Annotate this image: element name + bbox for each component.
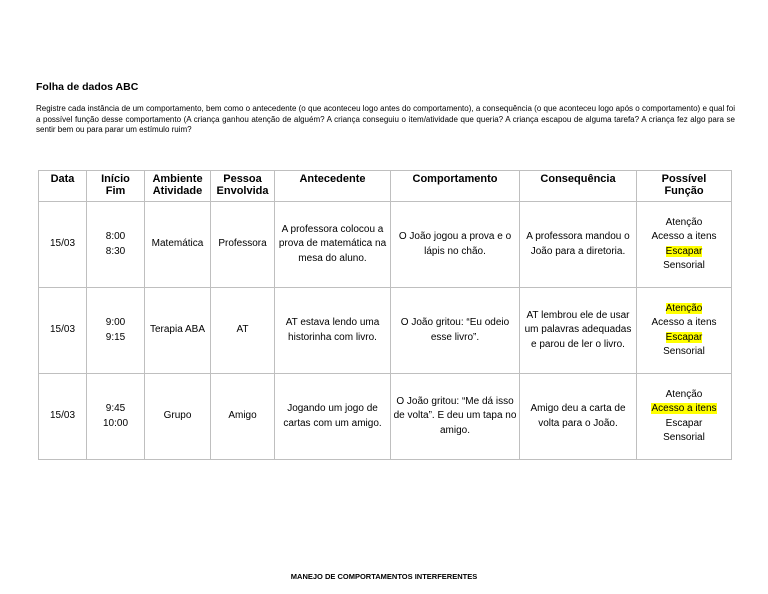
cell-date: 15/03: [39, 374, 87, 460]
header-time: Início Fim: [87, 171, 145, 202]
header-consequence: Consequência: [520, 171, 637, 202]
function-option-highlighted: Escapar: [665, 331, 703, 343]
function-option: Sensorial: [663, 345, 705, 357]
table-header-row: [39, 171, 732, 202]
cell-time: 9:45 10:00: [87, 374, 145, 460]
cell-function: [637, 374, 732, 460]
cell-person: AT: [211, 288, 275, 374]
table-row: [39, 202, 732, 288]
table-row: [39, 288, 732, 374]
page-title: Folha de dados ABC: [36, 81, 139, 93]
cell-time: 8:00 8:30: [87, 202, 145, 288]
cell-behavior: O João gritou: “Eu odeio esse livro”.: [391, 288, 520, 374]
function-option: Atenção: [665, 388, 703, 400]
cell-consequence: Amigo deu a carta de volta para o João.: [520, 374, 637, 460]
function-option: Atenção: [665, 216, 703, 228]
header-antecedent: Antecedente: [275, 171, 391, 202]
function-option: Acesso a itens: [651, 317, 717, 329]
cell-antecedent: A professora colocou a prova de matemática na mesa do aluno.: [275, 202, 391, 288]
function-option: Acesso a itens: [651, 231, 717, 243]
header-behavior: Comportamento: [391, 171, 520, 202]
cell-person: Amigo: [211, 374, 275, 460]
function-option: Sensorial: [663, 259, 705, 271]
cell-antecedent: AT estava lendo uma historinha com livro.: [275, 288, 391, 374]
cell-behavior: O João gritou: “Me dá isso de volta”. E deu um tapa no amigo.: [391, 374, 520, 460]
function-option: Sensorial: [663, 431, 705, 443]
table-row: [39, 374, 732, 460]
abc-data-table: [38, 170, 732, 460]
header-function: Possível Função: [637, 171, 732, 202]
cell-date: 15/03: [39, 202, 87, 288]
cell-consequence: AT lembrou ele de usar um palavras adequadas e parou de ler o livro.: [520, 288, 637, 374]
cell-date: 15/03: [39, 288, 87, 374]
cell-antecedent: Jogando um jogo de cartas com um amigo.: [275, 374, 391, 460]
function-option: Escapar: [665, 417, 703, 429]
cell-function: [637, 288, 732, 374]
header-date: Data: [39, 171, 87, 202]
cell-setting: Matemática: [145, 202, 211, 288]
function-option-highlighted: Acesso a itens: [651, 403, 717, 415]
cell-setting: Grupo: [145, 374, 211, 460]
cell-person: Professora: [211, 202, 275, 288]
cell-behavior: O João jogou a prova e o lápis no chão.: [391, 202, 520, 288]
header-setting: Ambiente Atividade: [145, 171, 211, 202]
function-option-highlighted: Escapar: [665, 245, 703, 257]
instructions-text: Registre cada instância de um comportamento, bem como o antecedente (o que aconteceu logo antes do comportamento), a consequência (o que aconteceu logo após o comportamento) e qual foi a possível função desse comportamento (A criança ganhou atenção de alguém? A criança conseguiu o item/atividade que queria? A criança escapou de alguma tarefa? A criança fez algo para se sentir bem ou para parar um estímulo ruim?: [36, 104, 735, 134]
header-person: Pessoa Envolvida: [211, 171, 275, 202]
page-footer: MANEJO DE COMPORTAMENTOS INTERFERENTES: [290, 572, 478, 581]
cell-setting: Terapia ABA: [145, 288, 211, 374]
function-option-highlighted: Atenção: [665, 302, 703, 314]
cell-function: [637, 202, 732, 288]
cell-consequence: A professora mandou o João para a diretoria.: [520, 202, 637, 288]
cell-time: 9:00 9:15: [87, 288, 145, 374]
